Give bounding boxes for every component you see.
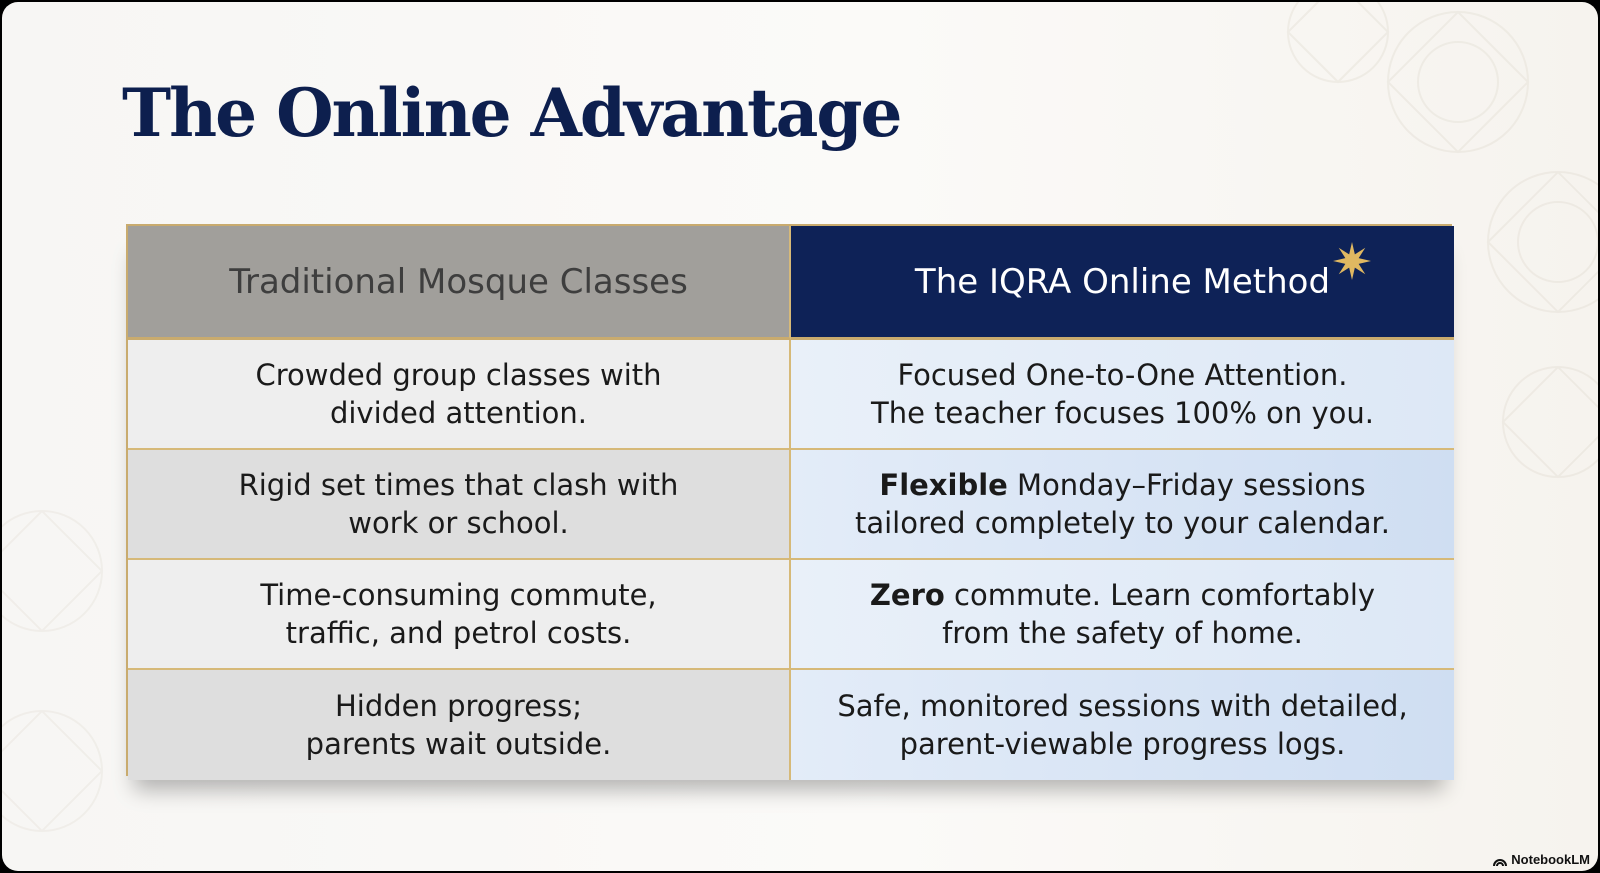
cell-text-line: divided attention.: [329, 396, 588, 430]
cell-text-line: work or school.: [348, 506, 569, 540]
cell-bold-word: Flexible: [879, 468, 1008, 502]
table-row-2-traditional: [128, 450, 791, 560]
notebooklm-badge: [1493, 852, 1590, 867]
cell-text-line: parents wait outside.: [305, 727, 612, 761]
cell-text-line: The teacher focuses 100% on you.: [871, 396, 1374, 430]
table-row-1-traditional: [128, 340, 791, 450]
cell-text-line: from the safety of home.: [942, 616, 1303, 650]
header-iqra-label: The IQRA Online Method: [914, 261, 1331, 302]
cell-text-line: parent-viewable progress logs.: [899, 727, 1346, 761]
cell-text-line: traffic, and petrol costs.: [285, 616, 632, 650]
header-traditional-label: Traditional Mosque Classes: [229, 261, 688, 302]
cell-text-line: Crowded group classes with: [255, 358, 662, 392]
badge-label: NotebookLM: [1511, 852, 1590, 867]
table-row-1-iqra: [791, 340, 1454, 450]
table-row-3-traditional: [128, 560, 791, 670]
notebooklm-logo-icon: [1493, 853, 1507, 867]
cell-bold-word: Zero: [869, 578, 945, 612]
slide: [2, 2, 1598, 871]
cell-text-line: Focused One-to-One Attention.: [897, 358, 1348, 392]
cell-text-line: Rigid set times that clash with: [238, 468, 679, 502]
header-iqra: [791, 226, 1454, 340]
cell-text-line: commute. Learn comfortably: [944, 578, 1376, 612]
comparison-table: [126, 224, 1452, 776]
table-row-4-iqra: [791, 670, 1454, 780]
gold-star-icon: [1333, 242, 1371, 280]
table-row-3-iqra: [791, 560, 1454, 670]
cell-text-line: Hidden progress;: [334, 689, 583, 723]
table-row-2-iqra: [791, 450, 1454, 560]
cell-text-line: Time-consuming commute,: [260, 578, 657, 612]
table-row-4-traditional: [128, 670, 791, 780]
slide-title: The Online Advantage: [122, 74, 901, 152]
cell-text-line: Monday–Friday sessions: [1007, 468, 1366, 502]
header-traditional: [128, 226, 791, 340]
cell-text-line: Safe, monitored sessions with detailed,: [837, 689, 1408, 723]
cell-text-line: tailored completely to your calendar.: [854, 506, 1391, 540]
